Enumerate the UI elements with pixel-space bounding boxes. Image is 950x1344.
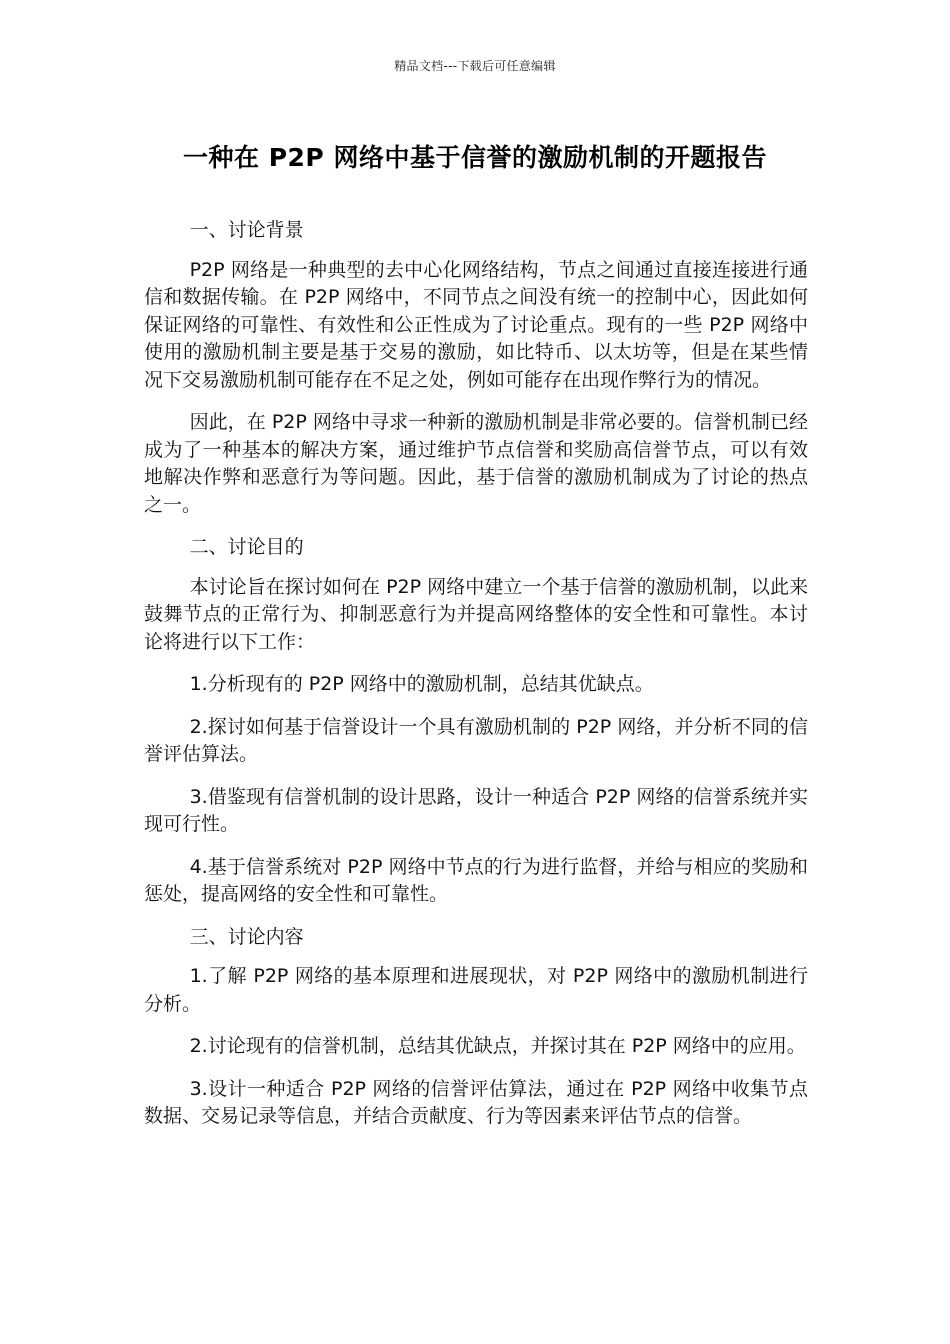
- section-heading-content: 三、讨论内容: [189, 925, 304, 948]
- section-heading-purpose: 二、讨论目的: [189, 536, 304, 558]
- section-heading-background: 一、讨论背景: [189, 219, 304, 241]
- list-item: 3.设计一种适合 P2P 网络的信誉评估算法，通过在 P2P 网络中收集节点数据、交易记录等信息，并结合贡献度、行为等因素来评估节点的信誉。: [144, 1077, 808, 1127]
- document-title: 一种在 P2P 网络中基于信誉的激励机制的开题报告: [183, 143, 767, 172]
- paragraph: 因此，在 P2P 网络中寻求一种新的激励机制是非常必要的。信誉机制已经成为了一种基本的解决方案，通过维护节点信誉和奖励高信誉节点，可以有效地解决作弊和恶意行为等问题。因此，基于信誉的激励机制成为了讨论的热点之一。: [144, 411, 808, 516]
- paragraph: 本讨论旨在探讨如何在 P2P 网络中建立一个基于信誉的激励机制，以此来鼓舞节点的正常行为、抑制恶意行为并提高网络整体的安全性和可靠性。本讨论将进行以下工作：: [144, 575, 808, 653]
- list-item: 2.讨论现有的信誉机制，总结其优缺点，并探讨其在 P2P 网络中的应用。: [189, 1035, 806, 1057]
- header-note: 精品文档---下载后可任意编辑: [394, 59, 556, 73]
- list-item: 4.基于信誉系统对 P2P 网络中节点的行为进行监督，并给与相应的奖励和惩处，提高网络的安全性和可靠性。: [144, 855, 808, 905]
- list-item: 1.分析现有的 P2P 网络中的激励机制，总结其优缺点。: [189, 673, 654, 695]
- document-body: [144, 217, 808, 1146]
- list-item: 3.借鉴现有信誉机制的设计思路，设计一种适合 P2P 网络的信誉系统并实现可行性。: [144, 785, 808, 835]
- list-item: 1.了解 P2P 网络的基本原理和进展现状，对 P2P 网络中的激励机制进行分析。: [144, 965, 808, 1015]
- paragraph: P2P 网络是一种典型的去中心化网络结构，节点之间通过直接连接进行通信和数据传输。在 P2P 网络中，不同节点之间没有统一的控制中心，因此如何保证网络的可靠性、有效性和公正性成为了讨论重点。现有的一些 P2P 网络中使用的激励机制主要是基于交易的激励，如比特币、以太坊等，但是在某些情况下交易激励机制可能存在不足之处，例如可能存在出现作弊行为的情况。: [144, 258, 808, 391]
- list-item: 2.探讨如何基于信誉设计一个具有激励机制的 P2P 网络，并分析不同的信誉评估算法。: [144, 715, 808, 765]
